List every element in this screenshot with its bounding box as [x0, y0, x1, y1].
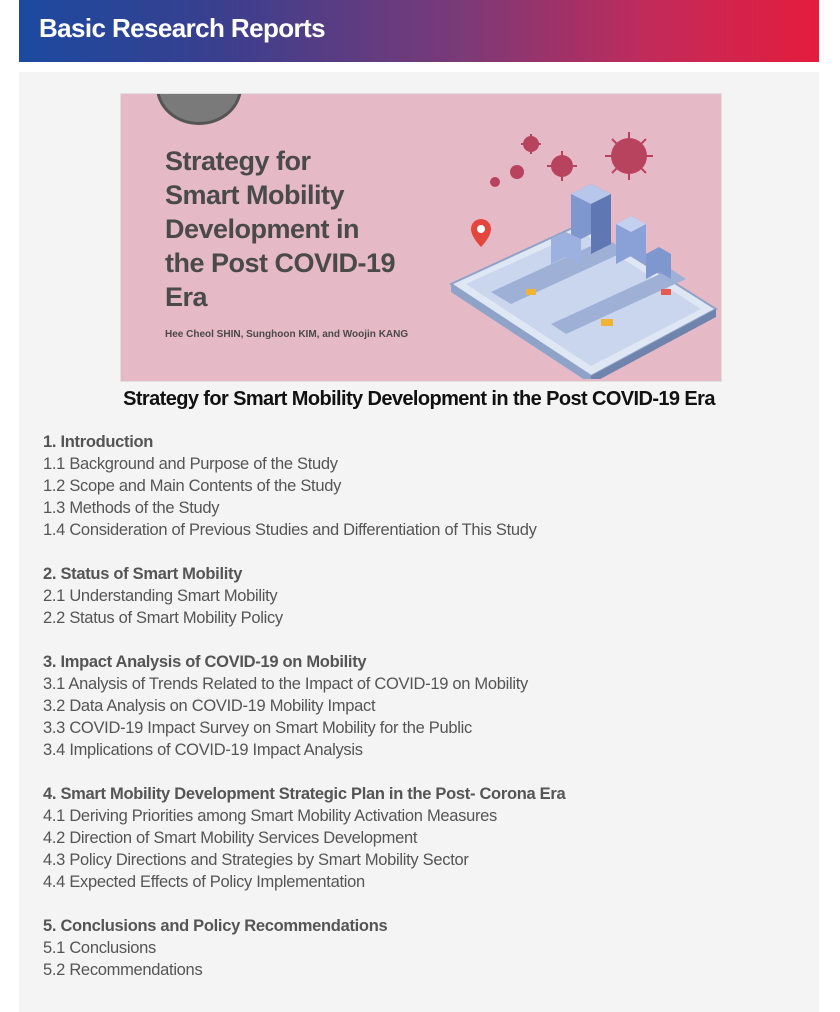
toc-item: 4.3 Policy Directions and Strategies by Smart Mobility Sector	[43, 851, 469, 869]
cover-circle-decoration	[156, 93, 242, 125]
toc-section	[43, 431, 803, 541]
report-cover-image	[120, 93, 722, 382]
header-banner	[19, 0, 819, 62]
toc-item: 1.1 Background and Purpose of the Study	[43, 455, 338, 473]
toc-section	[43, 915, 803, 981]
cover-authors: Hee Cheol SHIN, Sunghoon KIM, and Woojin KANG	[165, 329, 409, 340]
toc-item: 2.1 Understanding Smart Mobility	[43, 587, 278, 605]
toc-item: 4.1 Deriving Priorities among Smart Mobility Activation Measures	[43, 807, 497, 825]
toc-item: 5.2 Recommendations	[43, 961, 203, 979]
toc-section	[43, 783, 803, 893]
toc-section	[43, 563, 803, 629]
table-of-contents	[43, 431, 803, 1003]
toc-item: 1.4 Consideration of Previous Studies and Differentiation of This Study	[43, 521, 537, 539]
cover-title-line: Strategy for	[165, 146, 311, 176]
toc-item: 3.2 Data Analysis on COVID-19 Mobility Impact	[43, 697, 376, 715]
toc-item: 1.3 Methods of the Study	[43, 499, 220, 517]
location-pin-icon	[471, 219, 491, 247]
cover-title-line: Era	[165, 282, 208, 312]
content-panel	[19, 72, 819, 1012]
cover-title	[165, 144, 415, 314]
report-title: Strategy for Smart Mobility Development in the Post COVID-19 Era	[123, 388, 715, 410]
toc-item: 5.1 Conclusions	[43, 939, 156, 957]
toc-item: 3.4 Implications of COVID-19 Impact Analysis	[43, 741, 363, 759]
toc-item: 2.2 Status of Smart Mobility Policy	[43, 609, 283, 627]
toc-heading: 2. Status of Smart Mobility	[43, 565, 243, 583]
smart-city-illustration	[431, 114, 721, 379]
toc-heading: 5. Conclusions and Policy Recommendations	[43, 917, 388, 935]
toc-item: 1.2 Scope and Main Contents of the Study	[43, 477, 342, 495]
toc-heading: 1. Introduction	[43, 433, 154, 451]
toc-heading: 3. Impact Analysis of COVID-19 on Mobility	[43, 653, 367, 671]
cover-title-line: Smart Mobility	[165, 180, 345, 210]
toc-item: 3.1 Analysis of Trends Related to the Impact of COVID-19 on Mobility	[43, 675, 528, 693]
toc-item: 3.3 COVID-19 Impact Survey on Smart Mobility for the Public	[43, 719, 472, 737]
toc-heading: 4. Smart Mobility Development Strategic Plan in the Post- Corona Era	[43, 785, 566, 803]
toc-section	[43, 651, 803, 761]
toc-item: 4.2 Direction of Smart Mobility Services Development	[43, 829, 418, 847]
cover-title-line: Development in	[165, 214, 360, 244]
cover-title-line: the Post COVID-19	[165, 248, 396, 278]
toc-item: 4.4 Expected Effects of Policy Implementation	[43, 873, 365, 891]
header-title: Basic Research Reports	[39, 13, 325, 43]
